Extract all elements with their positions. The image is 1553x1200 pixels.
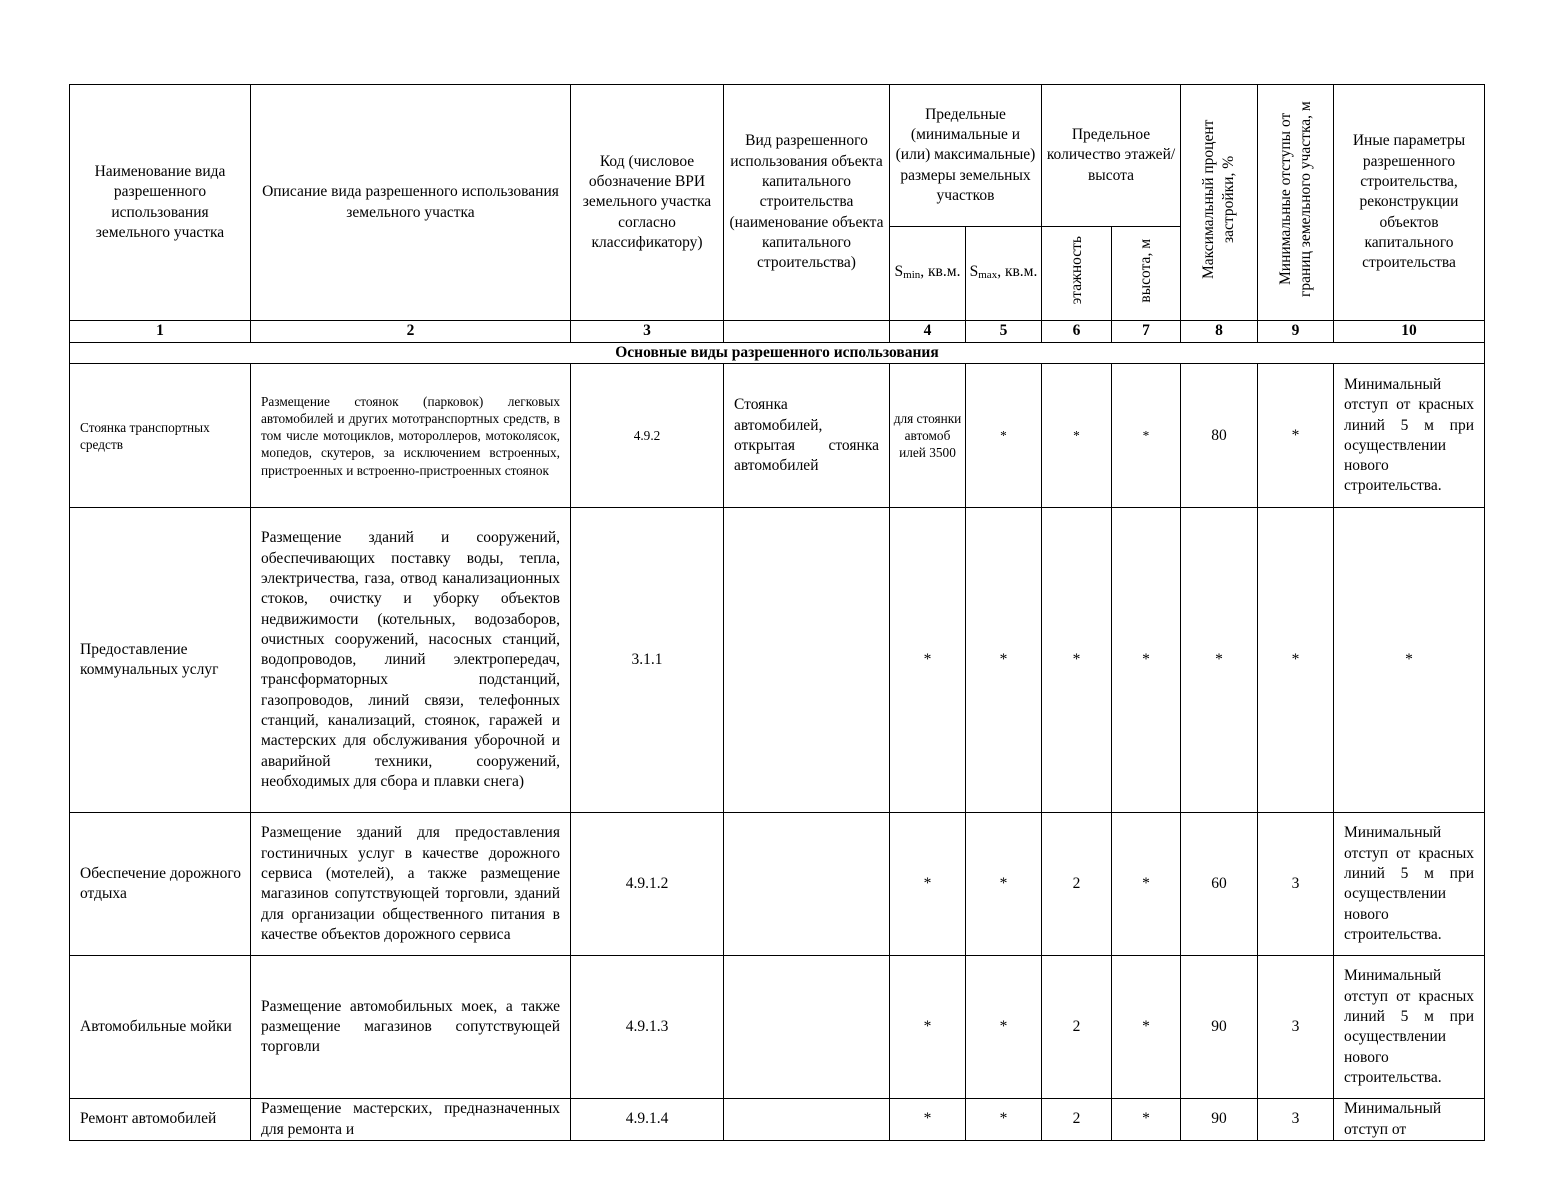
smax-subscript: max — [978, 268, 998, 281]
header-height-text: высота, м — [1137, 238, 1154, 303]
cell-offset: 3 — [1258, 813, 1334, 956]
cell-name: Стоянка транспортных средств — [70, 364, 251, 508]
smin-unit: , кв.м. — [920, 262, 961, 280]
header-group-plot-sizes: Предельные (минимальные и (или) максимальные) размеры земельных участков — [890, 85, 1042, 227]
cell-percent: 90 — [1181, 1099, 1258, 1141]
column-number: 10 — [1334, 321, 1485, 343]
land-use-regulations-table — [69, 84, 1485, 1141]
cell-floors: * — [1042, 364, 1112, 508]
cell-code: 4.9.2 — [571, 364, 724, 508]
table-row — [70, 1099, 1485, 1141]
cell-offset: 3 — [1258, 956, 1334, 1099]
cell-percent: * — [1181, 508, 1258, 813]
column-number: 1 — [70, 321, 251, 343]
smax-letter: S — [969, 262, 979, 280]
cell-offset: * — [1258, 508, 1334, 813]
header-floors — [1042, 227, 1112, 321]
header-code: Код (числовое обозначение ВРИ земельного участка согласно классификатору) — [571, 85, 724, 321]
table-row — [70, 364, 1485, 508]
cell-percent: 80 — [1181, 364, 1258, 508]
header-height — [1112, 227, 1181, 321]
cell-name: Предоставление коммунальных услуг — [70, 508, 251, 813]
cell-oks — [724, 1099, 890, 1141]
cell-offset: 3 — [1258, 1099, 1334, 1141]
header-min-offsets-text: Минимальные отступы от границ земельного участка, м — [1276, 101, 1314, 298]
cell-code: 4.9.1.4 — [571, 1099, 724, 1141]
header-smin — [890, 227, 966, 321]
cell-name: Ремонт автомобилей — [70, 1099, 251, 1141]
cell-height: * — [1112, 1099, 1181, 1141]
column-number: 2 — [251, 321, 571, 343]
cell-offset: * — [1258, 364, 1334, 508]
table-row — [70, 508, 1485, 813]
header-floors-text: этажность — [1067, 236, 1085, 305]
table-row — [70, 813, 1485, 956]
cell-height: * — [1112, 956, 1181, 1099]
cell-oks: Стоянка автомобилей, открытая стоянка автомобилей — [724, 364, 890, 508]
cell-description: Размещение стоянок (парковок) легковых автомобилей и других мототранспортных средств, в том числе мотоциклов, мотороллеров, мотоколясок, мопедов, скутеров, за исключением встроенных, пристроенных и встроенно-пристроенных стоянок — [251, 364, 571, 508]
column-number: 5 — [966, 321, 1042, 343]
cell-height: * — [1112, 508, 1181, 813]
header-min-offsets — [1258, 85, 1334, 321]
column-number: 6 — [1042, 321, 1112, 343]
cell-other: Минимальный отступ от красных линий 5 м при осуществлении нового строительства. — [1334, 956, 1485, 1099]
cell-percent: 90 — [1181, 956, 1258, 1099]
section-title: Основные виды разрешенного использования — [70, 343, 1485, 364]
cell-other: Минимальный отступ от красных линий 5 м при осуществлении нового строительства. — [1334, 364, 1485, 508]
cell-smin: * — [890, 1099, 966, 1141]
cell-code: 4.9.1.2 — [571, 813, 724, 956]
cell-floors: 2 — [1042, 1099, 1112, 1141]
column-number — [724, 321, 890, 343]
cell-name: Обеспечение дорожного отдыха — [70, 813, 251, 956]
cell-smin: * — [890, 813, 966, 956]
cell-smin: для стоянки автомоб илей 3500 — [890, 364, 966, 508]
cell-smax: * — [966, 813, 1042, 956]
cell-floors: 2 — [1042, 956, 1112, 1099]
cell-smax: * — [966, 1099, 1042, 1141]
cell-name: Автомобильные мойки — [70, 956, 251, 1099]
cell-height: * — [1112, 813, 1181, 956]
column-numbers-row — [70, 321, 1485, 343]
column-number: 3 — [571, 321, 724, 343]
cell-oks — [724, 813, 890, 956]
header-land-use-description: Описание вида разрешенного использования земельного участка — [251, 85, 571, 321]
section-row — [70, 343, 1485, 364]
header-row — [70, 85, 1485, 227]
cell-description: Размещение зданий для предоставления гостиничных услуг в качестве дорожного сервиса (мотелей), а также размещение магазинов сопутствующей торговли, зданий для организации общественного питания в качестве объектов дорожного сервиса — [251, 813, 571, 956]
smax-unit: , кв.м. — [997, 262, 1038, 280]
header-oks-use: Вид разрешенного использования объекта капитального строительства (наименование объекта капитального строительства) — [724, 85, 890, 321]
header-max-percent — [1181, 85, 1258, 321]
cell-floors: * — [1042, 508, 1112, 813]
cell-description: Размещение автомобильных моек, а также размещение магазинов сопутствующей торговли — [251, 956, 571, 1099]
cell-smax: * — [966, 956, 1042, 1099]
cell-description: Размещение зданий и сооружений, обеспечивающих поставку воды, тепла, электричества, газа, отвод канализационных стоков, очистку и уборку объектов недвижимости (котельных, водозаборов, очистных сооружений, насосных станций, водопроводов, линий электропередач, трансформаторных подстанций, газопроводов, линий связи, телефонных станций, канализаций, стоянок, гаражей и мастерских для обслуживания уборочной и аварийной техники, сооружений, необходимых для сбора и плавки снега) — [251, 508, 571, 813]
column-number: 9 — [1258, 321, 1334, 343]
cell-smin: * — [890, 508, 966, 813]
smin-subscript: min — [903, 268, 921, 281]
header-land-use-name: Наименование вида разрешенного использования земельного участка — [70, 85, 251, 321]
cell-smax: * — [966, 364, 1042, 508]
cell-other: Минимальный отступ от — [1334, 1099, 1485, 1141]
cell-other: * — [1334, 508, 1485, 813]
cell-oks — [724, 508, 890, 813]
cell-code: 4.9.1.3 — [571, 956, 724, 1099]
column-number: 4 — [890, 321, 966, 343]
cell-other: Минимальный отступ от красных линий 5 м при осуществлении нового строительства. — [1334, 813, 1485, 956]
column-number: 8 — [1181, 321, 1258, 343]
table-row — [70, 956, 1485, 1099]
cell-description: Размещение мастерских, предназначенных для ремонта и — [251, 1099, 571, 1141]
column-number: 7 — [1112, 321, 1181, 343]
cell-height: * — [1112, 364, 1181, 508]
header-group-floors-height: Предельное количество этажей/высота — [1042, 85, 1181, 227]
cell-floors: 2 — [1042, 813, 1112, 956]
cell-smin: * — [890, 956, 966, 1099]
cell-percent: 60 — [1181, 813, 1258, 956]
cell-smax: * — [966, 508, 1042, 813]
cell-code: 3.1.1 — [571, 508, 724, 813]
header-other-params: Иные параметры разрешенного строительства, реконструкции объектов капитального строительства — [1334, 85, 1485, 321]
cell-oks — [724, 956, 890, 1099]
header-smax — [966, 227, 1042, 321]
smin-letter: S — [894, 262, 904, 280]
header-max-percent-text: Максимальный процент застройки, % — [1200, 119, 1237, 280]
